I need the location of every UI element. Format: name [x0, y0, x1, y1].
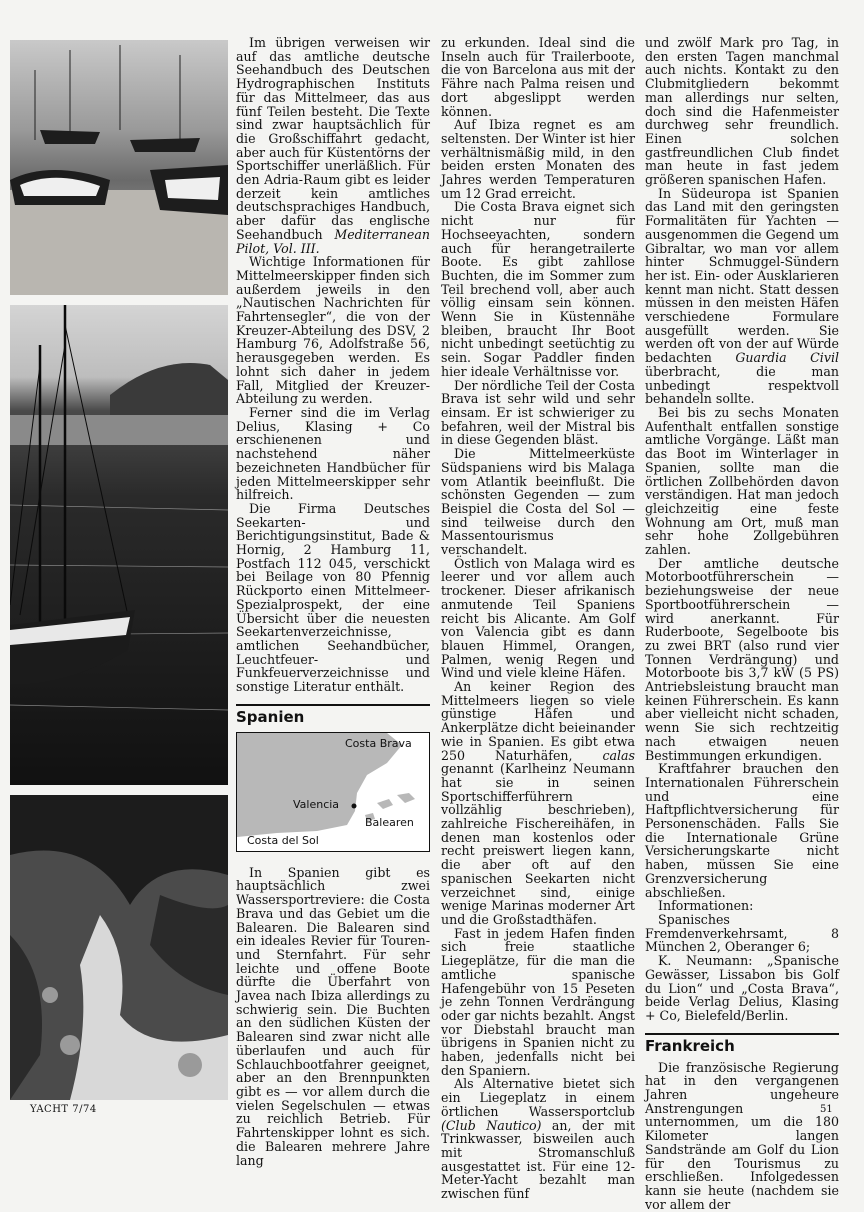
photo-sailboat-bay [10, 305, 228, 785]
paragraph: Die französische Regierung hat in den vergangenen Jahren ungeheure Anstrengungen unternommen, um die 180 Kilometer langen Sandstrände am Golf du Lion für den Tourismus zu erschließen. Infolgedessen kann sie heute (nachdem sie vor allem der [645, 1059, 839, 1212]
map-label-costa-del-sol: Costa del Sol [247, 833, 319, 847]
section-heading-frankreich: Frankreich [645, 1033, 839, 1055]
map-label-valencia: Valencia [293, 797, 340, 811]
paragraph: Im übrigen verweisen wir auf das amtliche deutsche Seehandbuch des Deutschen Hydrographischen Instituts für das Mittelmeer, das aus fünf Teilen besteht. Die Texte sind zwar hauptsächlich für die Großschiffahrt gedacht, aber auch für Küstentörns der Sportschiffer unerläßlich. Für den Adria-Raum gibt es leider derzeit kein amtliches deutschsprachiges Handbuch, aber dafür das englische Seehandbuch Mediterranean Pilot, Vol. III. [236, 35, 430, 256]
map-spain [236, 732, 430, 852]
paragraph: Östlich von Malaga wird es leerer und vor allem auch trockener. Dieser afrikanisch anmutende Teil Spaniens reicht bis Alicante. Am Golf von Valencia gibt es dann blauen Himmel, Orangen, Palmen, wenig Regen und Wind und viele kleine Häfen. [441, 555, 635, 681]
photo-harbor-boats [10, 40, 228, 295]
paragraph: Ferner sind die im Verlag Delius, Klasing + Co erschienenen und nachstehend näher bezeichneten Handbücher für jeden Mittelmeerskipper sehr hilfreich. [236, 404, 430, 503]
paragraph: Fast in jedem Hafen finden sich freie staatliche Liegeplätze, für die man die amtliche spanische Hafengebühr von 15 Peseten je zehn Tonnen Verdrängung oder gar nichts bezahlt. Angst vor Diebstahl braucht man übrigens in Spanien nicht zu haben, jedenfalls nicht bei den Spaniern. [441, 925, 635, 1078]
photo-rocky-cove [10, 795, 228, 1100]
section-heading-spanien: Spanien [236, 704, 430, 726]
paragraph: Der amtliche deutsche Motorbootführerschein — beziehungsweise der neue Sportbootführerschein — wird anerkannt. Für Ruderboote, Segelboote bis zu zwei BRT (also rund vier Tonnen Verdrängung) und Motorboote bis 3,7 kW (5 PS) Antriebsleistung braucht man keinen Führerschein. Es kann aber vielleicht nicht schaden, wenn Sie sich rechtzeitig nach etwaigen neuen Bestimmungen erkundigen. [645, 555, 839, 763]
paragraph: Wichtige Informationen für Mittelmeerskipper finden sich außerdem jeweils in den „Nautischen Nachrichten für Fahrtensegler“, die von der Kreuzer-Abteilung des DSV, 2 Hamburg 76, Adolfstraße 56, herausgegeben werden. Es lohnt sich daher in jedem Fall, Mitglied der Kreuzer-Abteilung zu werden. [236, 254, 430, 407]
paragraph: Die Firma Deutsches Seekarten- und Berichtigungsinstitut, Bade & Hornig, 2 Hamburg 11, Postfach 112 045, verschickt bei Beilage von 80 Pfennig Rückporto einen Mittelmeer-Spezialprospekt, der eine Übersicht über die neuesten Seekartenverzeichnisse, amtlichen Seehandbücher, Leuchtfeuer- und Funkfeuerverzeichnisse und sonstige Literatur enthält. [236, 500, 430, 695]
paragraph: In Spanien gibt es hauptsächlich zwei Wassersportreviere: die Costa Brava und das Gebiet um die Balearen. Die Balearen sind ein ideales Revier für Touren- und Sternfahrt. Für sehr leichte und offene Boote dürfte die Überfahrt von Javea nach Ibiza allerdings zu schwierig sein. Die Buchten an den südlichen Küsten der Balearen sind zwar nicht alle überlaufen und auch für Schlauchbootfahrer geeignet, aber an den Brennpunkten gibt es — vor allem durch die vielen Segelschulen — etwas zu reichlich Betrieb. Für Fahrtenskipper lohnt es sich. die Balearen mehrere Jahre lang [236, 864, 430, 1168]
info-item: K. Neumann: „Spanische Gewässer, Lissabon bis Golf du Lion“ und „Costa Brava“, beide Verlag Delius, Klasing + Co, Bielefeld/Berlin. [645, 953, 839, 1023]
paragraph: An keiner Region des Mittelmeers liegen so viele günstige Häfen und Ankerplätze dicht beieinander wie in Spanien. Es gibt etwa 250 Naturhäfen, calas genannt (Karlheinz Neumann hat sie in seinen Sportschifferführern vollzählig beschrieben), zahlreiche Fischereihäfen, in denen man kostenlos oder recht preiswert liegen kann, die aber oft auf den spanischen Seekarten nicht verzeichnet sind, einige wenige Marinas moderner Art und die Großstadthäfen. [441, 679, 635, 927]
paragraph: Die Costa Brava eignet sich nicht nur für Hochseeyachten, sondern auch für herangetrailerte Boote. Es gibt zahllose Buchten, die im Sommer zum Teil brechend voll, aber auch völlig einsam sein können. Wenn Sie in Küstennähe bleiben, braucht Ihr Boot nicht unbedingt seetüchtig zu sein. Sogar Paddler finden hier ideale Verhältnisse vor. [441, 199, 635, 379]
paragraph: Kraftfahrer brauchen den Internationalen Führerschein und eine Haftpflichtversicherung für Personenschäden. Falls Sie die Internationale Grüne Versicherungskarte nicht haben, müssen Sie eine Grenzversicherung abschließen. [645, 761, 839, 900]
paragraph: zu erkunden. Ideal sind die Inseln auch für Trailerboote, die von Barcelona aus mit der Fähre nach Palma reisen und dort abgeslippt werden können. [441, 35, 635, 119]
paragraph: In Südeuropa ist Spanien das Land mit den geringsten Formalitäten für Yachten — ausgenommen die Gegend um Gibraltar, wo man vor allem hinter Schmuggel-Sündern her ist. Ein- oder Ausklarieren kennt man nicht. Statt dessen müssen in den meisten Häfen verschiedene Formulare ausgefüllt werden. Sie werden oft von der auf Würde bedachten Guardia Civil überbracht, die man unbedingt respektvoll behandeln sollte. [645, 185, 839, 407]
info-item: Spanisches Fremdenverkehrsamt, 8 München 2, Oberanger 6; [645, 912, 839, 955]
paragraph: Der nördliche Teil der Costa Brava ist sehr wild und sehr einsam. Er ist schwieriger zu befahren, weil der Mistral bis in diese Gegenden bläst. [441, 377, 635, 448]
magazine-footer: YACHT 7/74 [30, 1104, 97, 1115]
map-label-balearen: Balearen [365, 815, 414, 829]
paragraph: und zwölf Mark pro Tag, in den ersten Tagen manchmal auch nichts. Kontakt zu den Clubmitgliedern bekommt man allerdings nur selten, doch sind die Hafenmeister durchweg sehr freundlich. Einen solchen gastfreundlichen Club findet man heute in fast jedem größeren spanischen Hafen. [645, 35, 839, 188]
text-column-1 [236, 36, 430, 1167]
page-number: 51 [820, 1104, 833, 1115]
paragraph: Die Mittelmeerküste Südspaniens wird bis Malaga vom Atlantik beeinflußt. Die schönsten Gegenden — zum Beispiel die Costa del Sol — sind teilweise durch den Massentourismus verschandelt. [441, 446, 635, 558]
text-column-2 [441, 36, 635, 1201]
map-label-costa-brava: Costa Brava [345, 736, 412, 750]
text-column-3 [645, 36, 839, 1211]
paragraph: Bei bis zu sechs Monaten Aufenthalt entfallen sonstige amtliche Vorgänge. Läßt man das Boot im Winterlager in Spanien, sollte man die örtlichen Zollbehörden davon verständigen. Hat man jedoch gleichzeitig eine feste Wohnung am Ort, muß man sehr hohe Zollgebühren zahlen. [645, 404, 839, 558]
paragraph: Als Alternative bietet sich ein Liegeplatz in einem örtlichen Wassersportclub (Club Nautico) an, der mit Trinkwasser, bisweilen auch mit Stromanschluß ausgestattet ist. Für eine 12-Meter-Yacht bezahlt man zwischen fünf [441, 1076, 636, 1202]
paragraph: Auf Ibiza regnet es am seltensten. Der Winter ist hier verhältnismäßig mild, in den beiden ersten Monaten des Jahres werden Temperaturen um 12 Grad erreicht. [441, 117, 635, 201]
info-heading: Informationen: [658, 898, 754, 914]
